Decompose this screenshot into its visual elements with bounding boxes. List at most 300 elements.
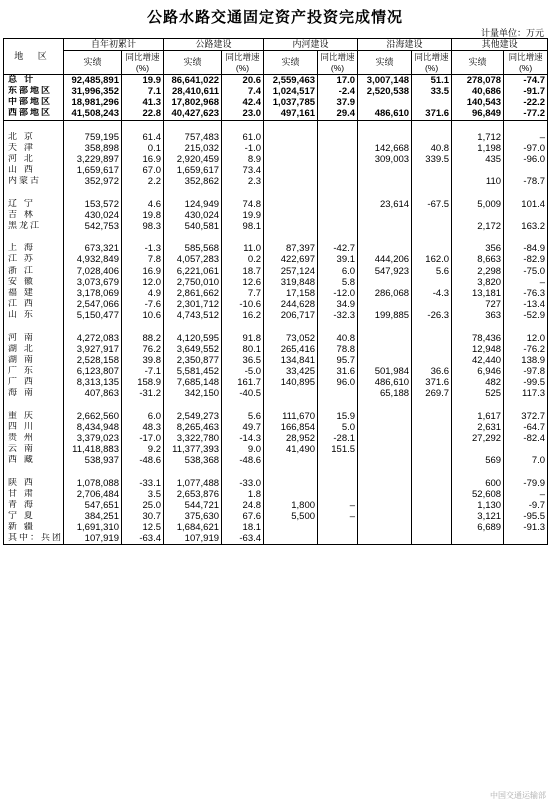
- actual-cell: 2,920,459: [164, 154, 222, 165]
- summary-row: [4, 75, 548, 87]
- growth-cell: 5.8: [318, 277, 358, 288]
- growth-cell: [222, 399, 264, 410]
- actual-cell: 13,181: [452, 288, 504, 299]
- page-title: 公路水路交通固定资产投资完成情况: [146, 8, 403, 26]
- region-cell: 中部地区: [4, 97, 64, 108]
- region-cell: 广 东: [4, 366, 64, 377]
- table-row: [4, 154, 548, 165]
- actual-cell: 2,706,484: [64, 489, 122, 500]
- growth-cell: -9.7: [504, 500, 548, 511]
- watermark: 中国交通运输部: [490, 791, 546, 800]
- growth-cell: [412, 243, 452, 254]
- actual-cell: 3,229,897: [64, 154, 122, 165]
- growth-cell: [412, 344, 452, 355]
- region-cell: 广 西: [4, 377, 64, 388]
- growth-cell: [504, 466, 548, 477]
- actual-cell: 1,691,310: [64, 522, 122, 533]
- region-cell: 天 津: [4, 143, 64, 154]
- growth-cell: -63.4: [222, 533, 264, 545]
- growth-cell: [504, 188, 548, 199]
- growth-cell: 19.9: [222, 210, 264, 221]
- growth-cell: 372.7: [504, 411, 548, 422]
- growth-cell: [412, 210, 452, 221]
- growth-cell: [412, 132, 452, 143]
- actual-cell: [264, 478, 318, 489]
- actual-cell: [264, 399, 318, 410]
- growth-cell: [318, 489, 358, 500]
- region-cell: 上 海: [4, 243, 64, 254]
- region-cell: [4, 188, 64, 199]
- table-row: [4, 165, 548, 176]
- actual-cell: [358, 210, 412, 221]
- actual-cell: [358, 489, 412, 500]
- spacer-row: [4, 466, 548, 477]
- actual-cell: 6,221,061: [164, 266, 222, 277]
- actual-cell: 17,802,968: [164, 97, 222, 108]
- growth-cell: [122, 321, 164, 332]
- growth-cell: [318, 478, 358, 489]
- actual-cell: [264, 388, 318, 399]
- summary-row: [4, 97, 548, 108]
- actual-cell: [164, 120, 222, 132]
- table-row: [4, 310, 548, 321]
- table-row: [4, 299, 548, 310]
- growth-cell: [504, 533, 548, 545]
- actual-cell: [358, 411, 412, 422]
- growth-cell: -95.5: [504, 511, 548, 522]
- growth-cell: [318, 455, 358, 466]
- growth-cell: -76.2: [504, 344, 548, 355]
- growth-cell: -97.0: [504, 143, 548, 154]
- growth-cell: 162.0: [412, 254, 452, 265]
- actual-cell: 538,937: [64, 455, 122, 466]
- actual-cell: [264, 321, 318, 332]
- actual-cell: 1,037,785: [264, 97, 318, 108]
- table-row: [4, 210, 548, 221]
- growth-cell: 91.8: [222, 333, 264, 344]
- growth-cell: 7.8: [122, 254, 164, 265]
- growth-cell: -22.2: [504, 97, 548, 108]
- region-cell: 东部地区: [4, 86, 64, 97]
- actual-cell: [358, 165, 412, 176]
- header-row-sub: [4, 51, 548, 75]
- actual-cell: 407,863: [64, 388, 122, 399]
- actual-cell: 3,121: [452, 511, 504, 522]
- actual-cell: 600: [452, 478, 504, 489]
- actual-cell: 40,427,623: [164, 108, 222, 120]
- growth-cell: -84.9: [504, 243, 548, 254]
- actual-cell: [358, 221, 412, 232]
- actual-cell: 107,919: [64, 533, 122, 545]
- actual-cell: [452, 210, 504, 221]
- actual-cell: 2,172: [452, 221, 504, 232]
- actual-cell: 2,861,662: [164, 288, 222, 299]
- table-row: [4, 266, 548, 277]
- region-cell: 福 建: [4, 288, 64, 299]
- actual-cell: 585,568: [164, 243, 222, 254]
- actual-cell: 1,130: [452, 500, 504, 511]
- table-row: [4, 489, 548, 500]
- header-group-other: 其他建设: [452, 39, 548, 51]
- growth-cell: [412, 97, 452, 108]
- actual-cell: 5,009: [452, 199, 504, 210]
- region-cell: [4, 232, 64, 243]
- actual-cell: 2,350,877: [164, 355, 222, 366]
- growth-cell: -99.5: [504, 377, 548, 388]
- region-cell: 其中：兵团: [4, 533, 64, 545]
- actual-cell: 430,024: [64, 210, 122, 221]
- investment-table: [3, 38, 548, 545]
- actual-cell: 342,150: [164, 388, 222, 399]
- growth-cell: 5.0: [318, 422, 358, 433]
- actual-cell: [264, 188, 318, 199]
- actual-cell: 2,631: [452, 422, 504, 433]
- growth-cell: [412, 221, 452, 232]
- growth-cell: 371.6: [412, 108, 452, 120]
- growth-cell: -17.0: [122, 433, 164, 444]
- actual-cell: 206,717: [264, 310, 318, 321]
- table-row: [4, 344, 548, 355]
- actual-cell: 309,003: [358, 154, 412, 165]
- header-group-coastal: 沿海建设: [358, 39, 452, 51]
- actual-cell: 153,572: [64, 199, 122, 210]
- growth-cell: 3.5: [122, 489, 164, 500]
- growth-cell: 88.2: [122, 333, 164, 344]
- actual-cell: 547,923: [358, 266, 412, 277]
- actual-cell: [358, 444, 412, 455]
- actual-cell: [64, 188, 122, 199]
- table-row: [4, 522, 548, 533]
- actual-cell: [64, 232, 122, 243]
- actual-cell: [358, 355, 412, 366]
- actual-cell: 27,292: [452, 433, 504, 444]
- region-cell: 江 西: [4, 299, 64, 310]
- growth-cell: 49.7: [222, 422, 264, 433]
- spacer-row: [4, 321, 548, 332]
- actual-cell: 540,581: [164, 221, 222, 232]
- actual-cell: [358, 243, 412, 254]
- region-cell: 河 南: [4, 333, 64, 344]
- header-actual: 实绩: [64, 51, 122, 75]
- actual-cell: [452, 232, 504, 243]
- actual-cell: 134,841: [264, 355, 318, 366]
- growth-cell: [412, 433, 452, 444]
- actual-cell: 486,610: [358, 377, 412, 388]
- growth-cell: [318, 321, 358, 332]
- actual-cell: 363: [452, 310, 504, 321]
- growth-cell: [318, 120, 358, 132]
- growth-cell: -33.0: [222, 478, 264, 489]
- actual-cell: 140,543: [452, 97, 504, 108]
- growth-cell: [504, 120, 548, 132]
- growth-cell: [318, 533, 358, 545]
- actual-cell: 142,668: [358, 143, 412, 154]
- actual-cell: [264, 143, 318, 154]
- table-row: [4, 478, 548, 489]
- growth-cell: [412, 522, 452, 533]
- growth-cell: 61.4: [122, 132, 164, 143]
- growth-cell: 37.9: [318, 97, 358, 108]
- region-cell: [4, 321, 64, 332]
- actual-cell: 2,301,712: [164, 299, 222, 310]
- table-row: [4, 333, 548, 344]
- growth-cell: 101.4: [504, 199, 548, 210]
- actual-cell: [164, 188, 222, 199]
- growth-cell: 161.7: [222, 377, 264, 388]
- growth-cell: –: [504, 489, 548, 500]
- growth-cell: [412, 489, 452, 500]
- growth-cell: -74.7: [504, 75, 548, 87]
- table-row: [4, 500, 548, 511]
- growth-cell: [412, 500, 452, 511]
- growth-cell: –: [504, 132, 548, 143]
- unit-label: 计量单位：万元: [480, 29, 544, 39]
- growth-cell: [412, 333, 452, 344]
- growth-cell: 15.9: [318, 411, 358, 422]
- table-row: [4, 533, 548, 545]
- actual-cell: 356: [452, 243, 504, 254]
- growth-cell: 269.7: [412, 388, 452, 399]
- growth-cell: [318, 143, 358, 154]
- actual-cell: 569: [452, 455, 504, 466]
- table-row: [4, 355, 548, 366]
- header-actual: 实绩: [358, 51, 412, 75]
- actual-cell: 7,685,148: [164, 377, 222, 388]
- actual-cell: [264, 165, 318, 176]
- growth-cell: -7.1: [122, 366, 164, 377]
- growth-cell: -5.0: [222, 366, 264, 377]
- actual-cell: 6,689: [452, 522, 504, 533]
- actual-cell: [358, 333, 412, 344]
- growth-cell: -82.9: [504, 254, 548, 265]
- growth-cell: 33.5: [412, 86, 452, 97]
- actual-cell: 6,946: [452, 366, 504, 377]
- actual-cell: 3,649,552: [164, 344, 222, 355]
- actual-cell: [358, 97, 412, 108]
- growth-cell: [412, 355, 452, 366]
- growth-cell: [318, 232, 358, 243]
- actual-cell: 757,483: [164, 132, 222, 143]
- actual-cell: 1,800: [264, 500, 318, 511]
- growth-cell: 12.5: [122, 522, 164, 533]
- growth-cell: 16.2: [222, 310, 264, 321]
- growth-cell: 371.6: [412, 377, 452, 388]
- actual-cell: 759,195: [64, 132, 122, 143]
- actual-cell: 4,057,283: [164, 254, 222, 265]
- actual-cell: [64, 120, 122, 132]
- region-cell: 内蒙古: [4, 176, 64, 187]
- growth-cell: [222, 188, 264, 199]
- growth-cell: 2.2: [122, 176, 164, 187]
- region-cell: 黑龙江: [4, 221, 64, 232]
- actual-cell: 265,416: [264, 344, 318, 355]
- actual-cell: [358, 299, 412, 310]
- growth-cell: 98.1: [222, 221, 264, 232]
- growth-cell: [504, 444, 548, 455]
- actual-cell: 358,898: [64, 143, 122, 154]
- actual-cell: 124,949: [164, 199, 222, 210]
- growth-cell: 51.1: [412, 75, 452, 87]
- growth-cell: -1.0: [222, 143, 264, 154]
- table-row: [4, 288, 548, 299]
- actual-cell: 727: [452, 299, 504, 310]
- actual-cell: 73,052: [264, 333, 318, 344]
- growth-cell: 42.4: [222, 97, 264, 108]
- actual-cell: [164, 321, 222, 332]
- growth-cell: 67.0: [122, 165, 164, 176]
- table-row: [4, 143, 548, 154]
- actual-cell: 12,948: [452, 344, 504, 355]
- growth-cell: -63.4: [122, 533, 164, 545]
- growth-cell: 9.2: [122, 444, 164, 455]
- growth-cell: 36.6: [412, 366, 452, 377]
- growth-cell: 20.6: [222, 75, 264, 87]
- actual-cell: 1,617: [452, 411, 504, 422]
- actual-cell: [452, 188, 504, 199]
- actual-cell: 4,120,595: [164, 333, 222, 344]
- actual-cell: 31,996,352: [64, 86, 122, 97]
- growth-cell: 8.9: [222, 154, 264, 165]
- region-cell: 湖 北: [4, 344, 64, 355]
- actual-cell: 538,368: [164, 455, 222, 466]
- actual-cell: [264, 199, 318, 210]
- region-cell: 陕 西: [4, 478, 64, 489]
- growth-cell: 30.7: [122, 511, 164, 522]
- growth-cell: 158.9: [122, 377, 164, 388]
- growth-cell: 4.6: [122, 199, 164, 210]
- actual-cell: 444,206: [358, 254, 412, 265]
- actual-cell: 96,849: [452, 108, 504, 120]
- growth-cell: 11.0: [222, 243, 264, 254]
- actual-cell: 5,581,452: [164, 366, 222, 377]
- growth-cell: 151.5: [318, 444, 358, 455]
- growth-cell: -2.4: [318, 86, 358, 97]
- table-row: [4, 221, 548, 232]
- header-region: 地 区: [4, 39, 64, 75]
- actual-cell: [452, 466, 504, 477]
- actual-cell: 430,024: [164, 210, 222, 221]
- actual-cell: 107,919: [164, 533, 222, 545]
- region-cell: [4, 399, 64, 410]
- growth-cell: 0.1: [122, 143, 164, 154]
- growth-cell: 4.9: [122, 288, 164, 299]
- actual-cell: [264, 455, 318, 466]
- actual-cell: [452, 321, 504, 332]
- actual-cell: 3,178,069: [64, 288, 122, 299]
- actual-cell: 215,032: [164, 143, 222, 154]
- growth-cell: [122, 188, 164, 199]
- region-cell: 贵 州: [4, 433, 64, 444]
- actual-cell: 3,379,023: [64, 433, 122, 444]
- actual-cell: 78,436: [452, 333, 504, 344]
- actual-cell: [264, 120, 318, 132]
- region-cell: 河 北: [4, 154, 64, 165]
- growth-cell: 41.3: [122, 97, 164, 108]
- region-cell: 北 京: [4, 132, 64, 143]
- actual-cell: 17,158: [264, 288, 318, 299]
- actual-cell: 1,198: [452, 143, 504, 154]
- region-cell: [4, 466, 64, 477]
- actual-cell: [358, 188, 412, 199]
- actual-cell: 28,410,611: [164, 86, 222, 97]
- growth-cell: -76.3: [504, 288, 548, 299]
- growth-cell: 18.7: [222, 266, 264, 277]
- table-row: [4, 132, 548, 143]
- growth-cell: 61.0: [222, 132, 264, 143]
- actual-cell: [264, 522, 318, 533]
- actual-cell: [264, 533, 318, 545]
- growth-cell: [504, 232, 548, 243]
- growth-cell: [504, 165, 548, 176]
- region-cell: 甘 肃: [4, 489, 64, 500]
- actual-cell: [64, 466, 122, 477]
- growth-cell: [318, 176, 358, 187]
- spacer-row: [4, 120, 548, 132]
- growth-cell: -28.1: [318, 433, 358, 444]
- region-cell: 江 苏: [4, 254, 64, 265]
- header-row-groups: [4, 39, 548, 51]
- header-group-inland: 内河建设: [264, 39, 358, 51]
- actual-cell: 486,610: [358, 108, 412, 120]
- actual-cell: 1,684,621: [164, 522, 222, 533]
- actual-cell: 286,068: [358, 288, 412, 299]
- growth-cell: [412, 411, 452, 422]
- actual-cell: 673,321: [64, 243, 122, 254]
- growth-cell: 48.3: [122, 422, 164, 433]
- actual-cell: [164, 399, 222, 410]
- region-cell: [4, 120, 64, 132]
- growth-cell: -97.8: [504, 366, 548, 377]
- actual-cell: 8,265,463: [164, 422, 222, 433]
- growth-cell: -78.7: [504, 176, 548, 187]
- region-cell: 海 南: [4, 388, 64, 399]
- header-growth: 同比增速(%): [122, 51, 164, 75]
- table-row: [4, 199, 548, 210]
- actual-cell: 3,820: [452, 277, 504, 288]
- growth-cell: -91.7: [504, 86, 548, 97]
- growth-cell: 19.8: [122, 210, 164, 221]
- actual-cell: 42,440: [452, 355, 504, 366]
- growth-cell: -31.2: [122, 388, 164, 399]
- table-body: [4, 75, 548, 545]
- actual-cell: 384,251: [64, 511, 122, 522]
- table-row: [4, 388, 548, 399]
- growth-cell: 34.9: [318, 299, 358, 310]
- actual-cell: [358, 132, 412, 143]
- growth-cell: [504, 210, 548, 221]
- growth-cell: [412, 321, 452, 332]
- actual-cell: 199,885: [358, 310, 412, 321]
- region-cell: 山 东: [4, 310, 64, 321]
- actual-cell: 1,024,517: [264, 86, 318, 97]
- actual-cell: [358, 232, 412, 243]
- growth-cell: 339.5: [412, 154, 452, 165]
- actual-cell: [358, 478, 412, 489]
- actual-cell: 482: [452, 377, 504, 388]
- growth-cell: 17.0: [318, 75, 358, 87]
- actual-cell: [358, 277, 412, 288]
- actual-cell: [358, 522, 412, 533]
- growth-cell: 1.8: [222, 489, 264, 500]
- actual-cell: 435: [452, 154, 504, 165]
- actual-cell: [358, 176, 412, 187]
- region-cell: 青 海: [4, 500, 64, 511]
- growth-cell: [318, 199, 358, 210]
- actual-cell: 2,547,066: [64, 299, 122, 310]
- actual-cell: [64, 399, 122, 410]
- actual-cell: [264, 466, 318, 477]
- growth-cell: [412, 466, 452, 477]
